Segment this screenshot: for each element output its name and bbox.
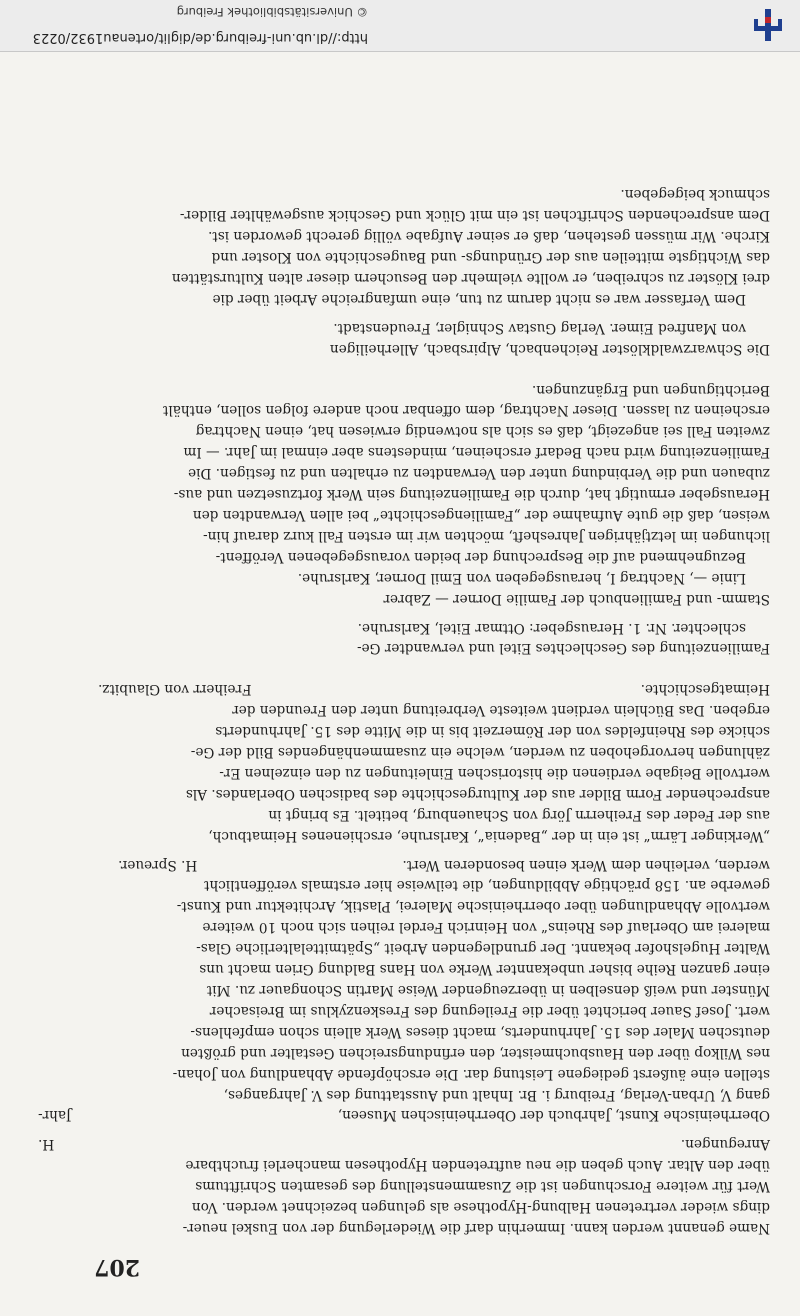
text-line: nes Wilkop über den Hausbuchmeister, den erfindungsreichen Gestalter und größten bbox=[181, 1044, 770, 1061]
text-line: ergeben. Das Büchlein verdient weiteste Verbreitung unter den Freunden der bbox=[232, 702, 770, 719]
text-line: Heimatgeschichte. bbox=[640, 681, 770, 698]
review-title: Die Schwarzwaldklöster Reichenbach, Alpirsbach, Allerheiligen bbox=[329, 340, 770, 357]
signature-row bbox=[38, 678, 770, 699]
text-line: das Wichtigste mitteilen aus der Gründungs- und Baugeschichte von Kloster und bbox=[211, 249, 770, 266]
paragraph-familienzeitung bbox=[38, 617, 770, 659]
text-line: Anregungen. bbox=[680, 1136, 770, 1153]
text-line: schmuck beigegeben. bbox=[620, 186, 770, 203]
reviewer-signature: H. Spreuer. bbox=[118, 856, 198, 873]
ub-freiburg-logo-icon bbox=[750, 7, 786, 43]
text-line: dings wieder vertretenen Halbung-Hypothese als gelungen bezeichnet werden. Von bbox=[191, 1199, 770, 1216]
text-line: gewerbe an. 158 prächtige Abbildungen, die teilweise hier erstmals veröffentlicht bbox=[203, 877, 770, 894]
text-line: aus der Feder des Freiherrn Jörg von Schauenburg, betitelt. Es bringt in bbox=[268, 806, 770, 823]
text-line: lichungen im letztjährigen Jahresheft, möchten wir im ersten Fall kurz darauf hin- bbox=[202, 527, 770, 544]
text-line: „Werkinger Lärm“ ist ein in der „Badenia“, Karlsruhe, erschienenes Heimatbuch, bbox=[208, 827, 770, 844]
text-line: Linie —, Nachtrag I, herausgegeben von Emil Dorner, Karlsruhe. bbox=[297, 569, 746, 586]
text-line: von Manfred Eimer. Verlag Gustav Schnigler, Freudenstadt. bbox=[333, 319, 746, 336]
paragraph-verfasser bbox=[38, 183, 770, 308]
text-line: Kirche. Wir müssen gestehen, daß er seiner Aufgabe völlig gerecht geworden ist. bbox=[207, 228, 770, 245]
review-title: Stamm- und Familienbuch der Familie Dorner — Zabrer bbox=[383, 590, 770, 607]
paragraph-besprechung bbox=[38, 379, 770, 567]
text-line: einer ganzen Reihe bisher unbekannter Werke von Hans Baldung Grien macht uns bbox=[199, 961, 770, 978]
text-line: deutschen Maler des 15. Jahrhunderts, macht dieses Werk allein schon empfehlens- bbox=[190, 1023, 770, 1040]
source-url[interactable]: http://dl.ub.uni-freiburg.de/diglit/ortenau1932/0223 bbox=[32, 30, 368, 45]
reviewer-signature: H. bbox=[38, 1136, 55, 1153]
title-line bbox=[38, 1105, 770, 1126]
paragraph-oberrheinische-kunst bbox=[38, 854, 770, 1126]
paragraph-werkinger-laerm bbox=[38, 678, 770, 845]
text-line: Dem ansprechenden Schriftchen ist ein mit Glück und Geschick ausgewählter Bilder- bbox=[179, 207, 770, 224]
text-line: Berichtigungen und Ergänzungen. bbox=[531, 381, 770, 398]
review-title: Familienzeitung des Geschlechtes Eitel und verwandter Ge- bbox=[357, 640, 770, 657]
text-line: weisen, daß die gute Aufnahme der „Familiengeschichte“ bei allen Verwandten den bbox=[192, 507, 770, 523]
text-line: schlechter. Nr. 1. Herausgeber: Ottmar Eitel, Karlsruhe. bbox=[357, 619, 746, 636]
paragraph-altar bbox=[38, 1133, 770, 1238]
text-line: zweiten Fall sei angezeigt, daß es sich als notwendig erwiesen hat, einen Nachtrag bbox=[195, 423, 770, 440]
text-line: Herausgeber ermutigt hat, durch die Familienzeitung sein Werk fortzusetzen und aus- bbox=[173, 486, 770, 503]
text-line: ansprechender Form Bilder aus der Kulturgeschichte des badischen Oberlandes. Als bbox=[185, 785, 770, 802]
review-title-tail: Jahr- bbox=[38, 1107, 72, 1124]
text-line: Familienzeitung wird nach Bedarf erscheinen, mindestens aber einmal im Jahr. — Im bbox=[183, 444, 770, 461]
source-header-bar bbox=[0, 0, 800, 52]
paragraph-dorner bbox=[38, 567, 770, 609]
text-line: erscheinen zu lassen. Dieser Nachtrag, dem offenbar noch andere folgen sollen, enthält bbox=[162, 402, 770, 419]
text-line: malerei am Oberlauf des Rheins“ von Heinrich Ferdel reihen sich noch 10 weitere bbox=[202, 919, 770, 936]
text-line: drei Klöster zu schreiben, er wollte vielmehr den Besuchern dieser alten Kulturstätten bbox=[171, 269, 770, 286]
review-title: Oberrheinische Kunst, Jahrbuch der Oberrheinischen Museen, bbox=[337, 1107, 770, 1124]
signature-row bbox=[38, 1133, 770, 1154]
text-line: wertvolle Beigabe verdienen die historischen Einleitungen zu den einzelnen Er- bbox=[219, 764, 770, 781]
scanned-page bbox=[0, 52, 800, 1316]
text-line: gang V, Urban-Verlag, Freiburg i. Br. Inhalt und Ausstattung des V. Jahrganges, bbox=[223, 1086, 770, 1103]
text-line: werden, verleihen dem Werk einen besonderen Wert. bbox=[402, 856, 770, 873]
copyright-notice: © Universitätsbibliothek Freiburg bbox=[176, 5, 368, 19]
text-line: Münster und weiß denselben in überzeugender Weise Martin Schongauer zu. Mit bbox=[206, 982, 770, 999]
text-line: stellen eine äußerst gediegene Leistung dar. Die erschöpfende Abhandlung von Johan- bbox=[172, 1065, 770, 1082]
text-line: Dem Verfasser war es nicht darum zu tun, eine umfangreiche Arbeit über die bbox=[212, 290, 746, 307]
text-line: zählungen hervorgehoben zu werden, welche ein zusammenhängendes Bild der Ge- bbox=[190, 744, 770, 761]
page-text bbox=[38, 183, 770, 1238]
paragraph-schwarzwaldkloester bbox=[38, 317, 770, 359]
text-line: Bezugnehmend auf die Besprechung der beiden vorausgegebenen Veröffent- bbox=[215, 548, 746, 565]
text-line: Walter Hugelshofer bekannt. Der grundlegenden Arbeit „Spätmittelalterliche Glas- bbox=[196, 940, 770, 957]
page-number: 207 bbox=[94, 1254, 140, 1280]
reviewer-signature: Freiherr von Glaubitz. bbox=[98, 681, 252, 698]
text-line: schicke des Rheinfeldes von der Römerzeit bis in die Mitte des 15. Jahrhunderts bbox=[215, 723, 770, 740]
text-line: Name genannt werden kann. Immerhin darf die Wiederlegung der von Euskel neuer- bbox=[182, 1220, 770, 1236]
text-line: Wert für weitere Forschungen ist die Zusammenstellung des gesamten Schrifttums bbox=[195, 1178, 770, 1195]
signature-row bbox=[38, 854, 770, 875]
text-line: zubauen und die Verbindung unter den Verwandten zu erhalten und zu festigen. Die bbox=[188, 465, 770, 482]
text-line: wert. Josef Sauer berichtet über die Freilegung des Freskenzyklus im Breisacher bbox=[209, 1002, 770, 1019]
text-line: wertvolle Abhandlungen über oberrheinische Malerei, Plastik, Architektur und Kunst- bbox=[176, 898, 770, 915]
text-line: über den Altar. Auch geben die neu auftretenden Hypothesen mancherlei fruchtbare bbox=[185, 1157, 770, 1174]
